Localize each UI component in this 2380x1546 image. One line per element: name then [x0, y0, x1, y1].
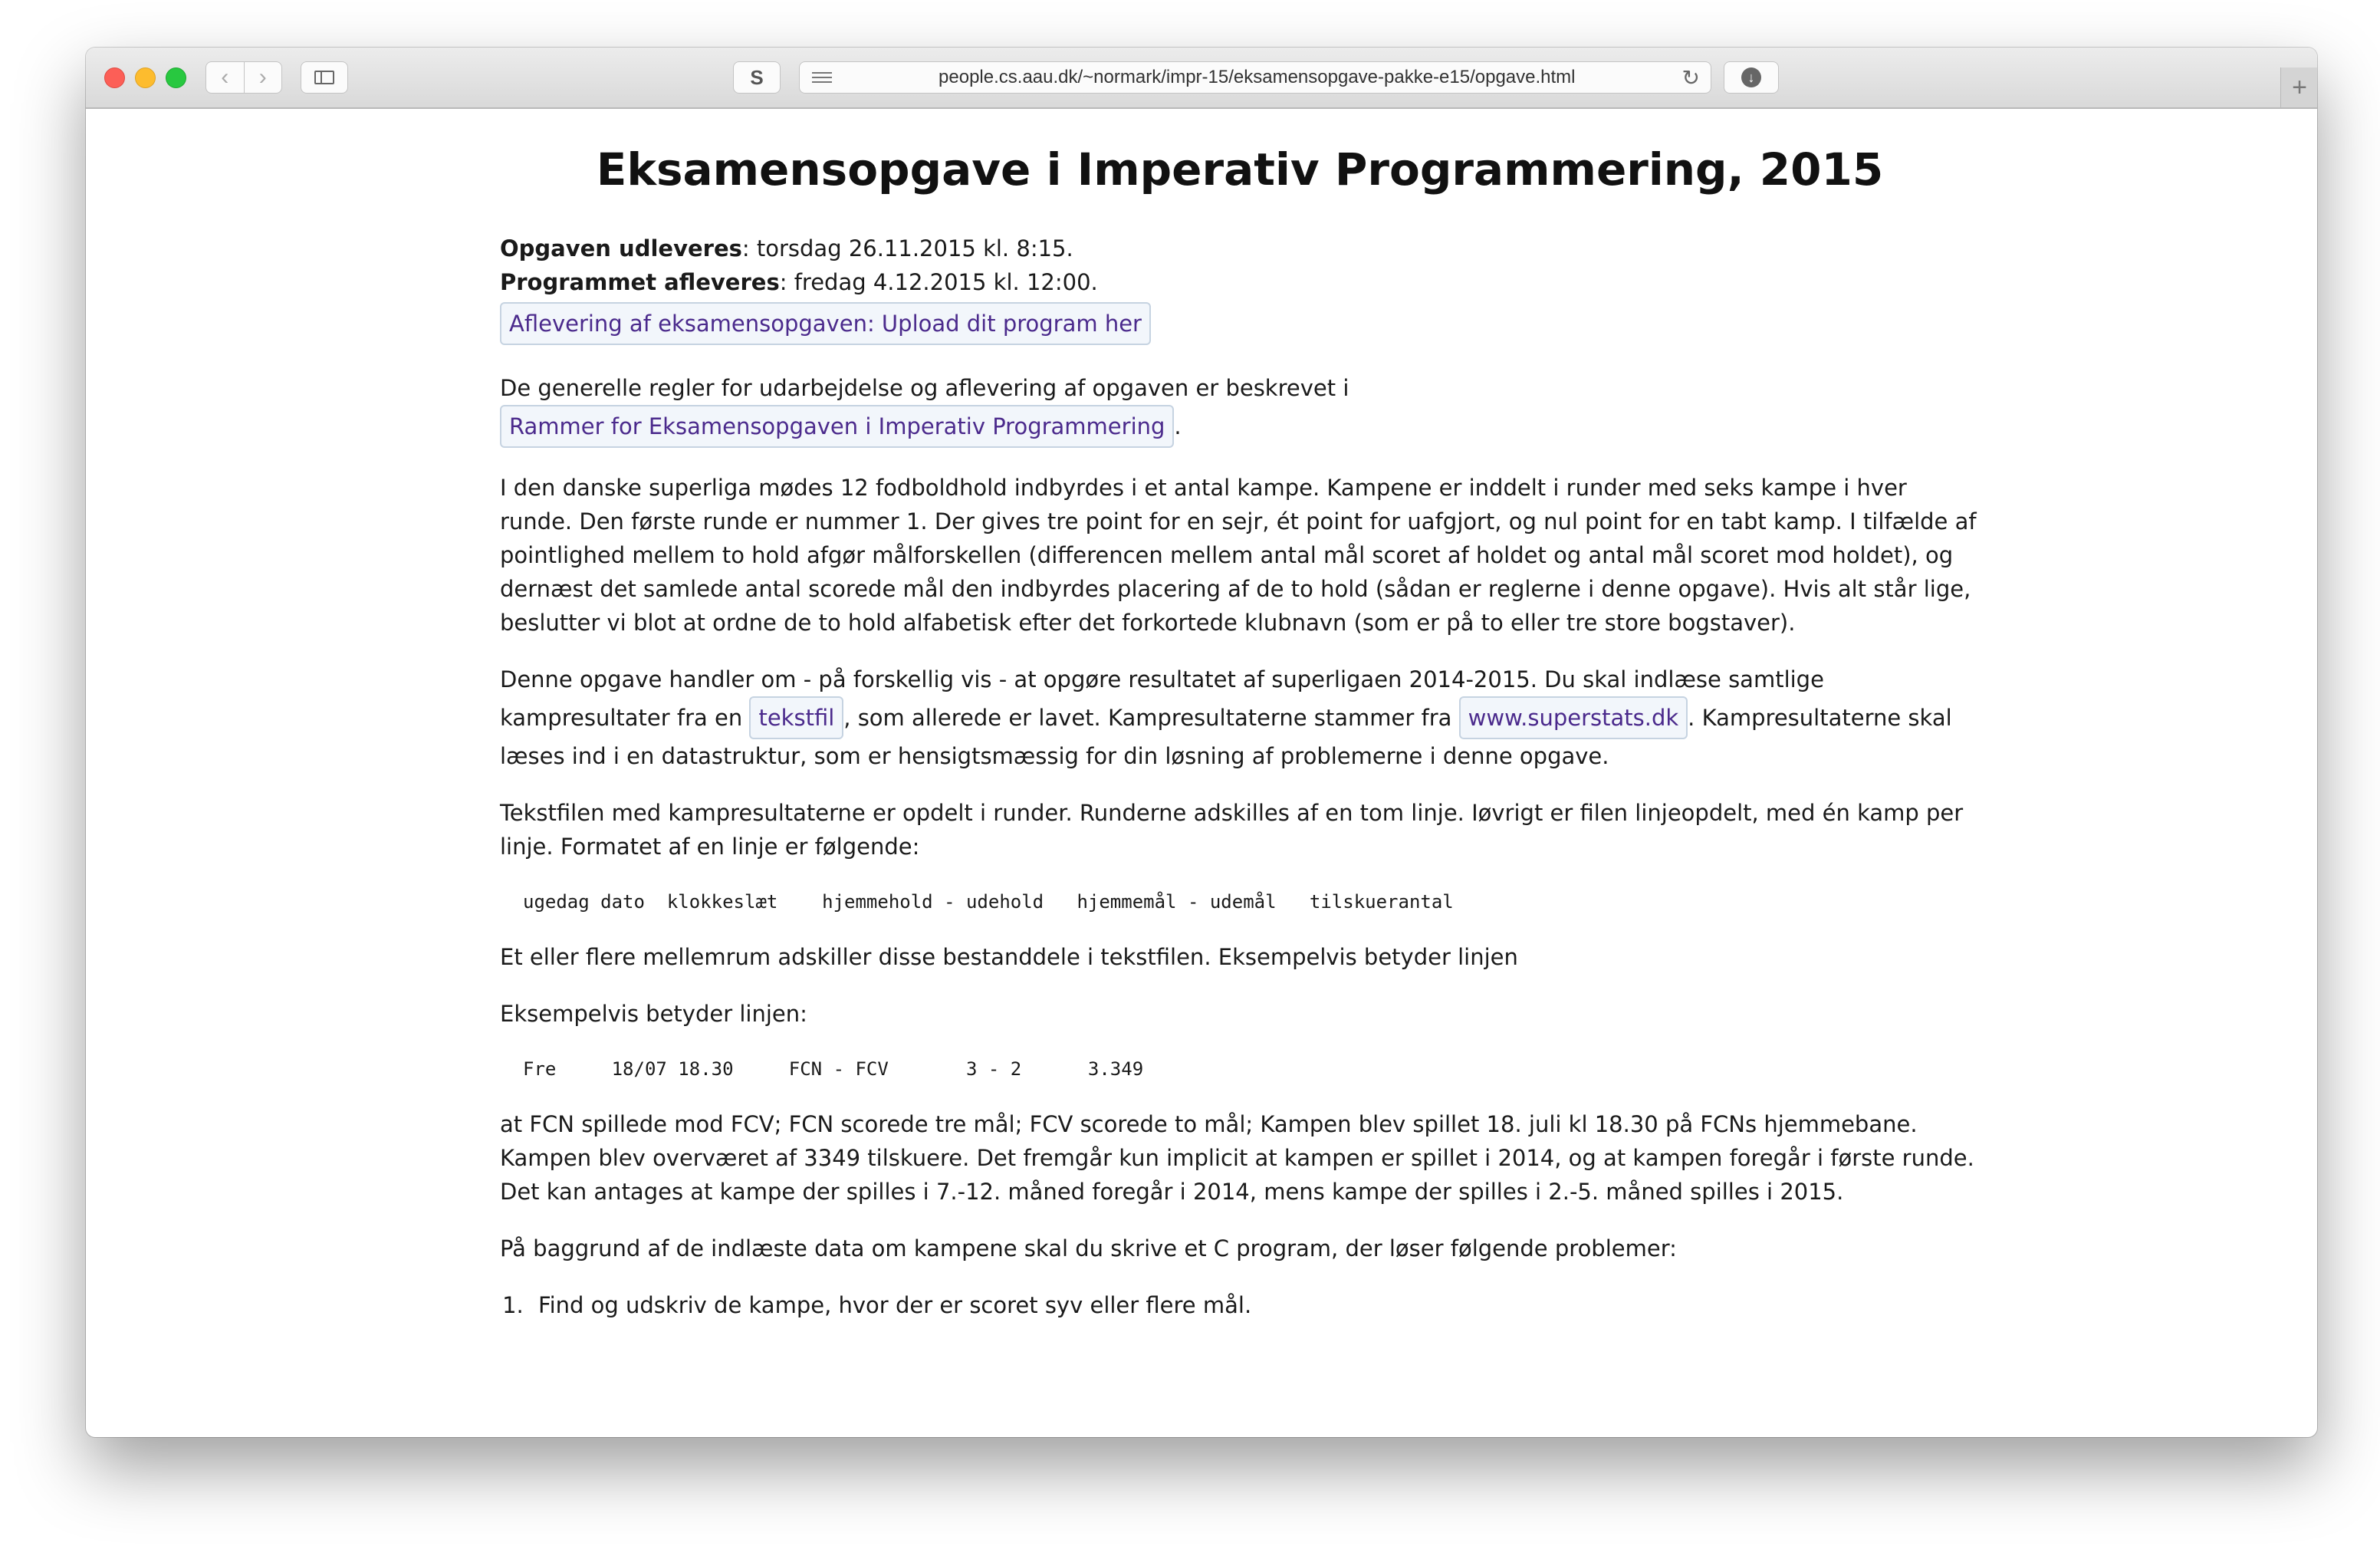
- rules-paragraph: [500, 371, 1980, 448]
- minimize-window-button[interactable]: [135, 67, 156, 88]
- back-button[interactable]: [206, 62, 244, 93]
- page-content: [86, 109, 2317, 1437]
- example-explanation: at FCN spillede mod FCV; FCN scorede tre mål; FCV scorede to mål; Kampen blev spillet 18. juli kl 18.30 på FCNs hjemmebane. Kampen blev overværet af 3349 tilskuere. Det fremgår kun implicit at kampen er spillet i 2014, og at kampen foregår i første runde. Det kan antages at kampe der spilles i 7.-12. måned foregår i 2014, mens kampe der spilles i 2.-5. måned spilles i 2015.: [500, 1111, 1974, 1205]
- program-paragraph: På baggrund af de indlæste data om kampene skal du skrive et C program, der løser følgende problemer:: [500, 1235, 1677, 1261]
- problem-list: [500, 1288, 1980, 1322]
- task-paragraph: [500, 663, 1980, 773]
- handout-line: [500, 232, 1980, 265]
- reload-icon[interactable]: ↻: [1681, 65, 1700, 90]
- rules-text: De generelle regler for udarbejdelse og aflevering af opgaven er beskrevet i: [500, 375, 1349, 401]
- separator-paragraph: Et eller flere mellemrum adskiller disse bestanddele i tekstfilen. Eksempelvis betyder linjen: [500, 944, 1518, 970]
- plus-icon: +: [2292, 72, 2307, 102]
- download-icon: ↓: [1741, 67, 1761, 87]
- sidebar-icon: [314, 71, 334, 84]
- example-intro: Eksempelvis betyder linjen:: [500, 1001, 807, 1027]
- chevron-right-icon: ›: [258, 64, 267, 90]
- reader-view-icon[interactable]: [812, 72, 832, 83]
- deadline-value: : fredag 4.12.2015 kl. 12:00.: [779, 269, 1098, 295]
- downloads-button[interactable]: [1724, 61, 1779, 94]
- task-text-1: Denne opgave handler om - på forskellig vis - at opgøre resultatet af superligaen 2014-2015. Du skal indlæse samtlige kampresultater fra en: [500, 666, 1824, 731]
- problem-item: 1. Find og udskriv de kampe, hvor der er scoret syv eller flere mål.: [531, 1288, 1980, 1322]
- close-window-button[interactable]: [104, 67, 125, 88]
- superstats-link[interactable]: www.superstats.dk: [1459, 696, 1688, 739]
- article: [500, 109, 1980, 1322]
- url-text[interactable]: people.cs.aau.dk/~normark/impr-15/eksamensopgave-pakke-e15/opgave.html: [939, 67, 1576, 87]
- rules-end: .: [1174, 413, 1182, 439]
- browser-window: [86, 48, 2317, 1437]
- new-tab-button[interactable]: [2280, 67, 2317, 107]
- textfile-link[interactable]: tekstfil: [749, 696, 843, 739]
- address-bar[interactable]: [799, 61, 1711, 94]
- handout-value: : torsdag 26.11.2015 kl. 8:15.: [741, 235, 1073, 262]
- task-text-2: , som allerede er lavet. Kampresultaterne stammer fra: [843, 705, 1459, 731]
- chevron-left-icon: ‹: [221, 64, 229, 90]
- deadline-line: [500, 265, 1980, 299]
- browser-toolbar: [86, 48, 2317, 109]
- handout-label: Opgaven udleveres: [500, 235, 742, 262]
- format-paragraph: Tekstfilen med kampresultaterne er opdelt i runder. Runderne adskilles af en tom linje. Iøvrigt er filen linjeopdelt, med én kamp per linje. Formatet af en linje er følgende:: [500, 800, 1964, 860]
- upload-program-link[interactable]: Aflevering af eksamensopgaven: Upload dit program her: [500, 302, 1151, 345]
- page-title: Eksamensopgave i Imperativ Programmering, 2015: [596, 143, 1884, 196]
- task-text-3: . Kampresultaterne skal læses ind i en datastruktur, som er hensigtsmæssig for din løsning af problemerne i denne opgave.: [500, 705, 1952, 769]
- upload-link-wrapper: [500, 302, 1980, 345]
- navigation-buttons: [205, 61, 282, 94]
- s-extension-button[interactable]: [733, 61, 781, 94]
- zoom-window-button[interactable]: [166, 67, 186, 88]
- intro-paragraph: I den danske superliga mødes 12 fodboldhold indbyrdes i et antal kampe. Kampene er inddelt i runder med seks kampe i hver runde. Den første runde er nummer 1. Der gives tre point for en sejr, ét point for uafgjort, og nul point for en tabt kamp. I tilfælde af pointlighed mellem to hold afgør målforskellen (differencen mellem antal mål scoret af holdet og antal mål scoret mod holdet), og dernæst det samlede antal scorede mål den indbyrdes placering af de to hold (sådan er reglerne i denne opgave). Hvis alt står lige, beslutter vi blot at ordne de to hold alfabetisk efter det forkortede klubnavn (som er på to eller tre store bogstaver).: [500, 475, 1977, 636]
- example-code: Fre 18/07 18.30 FCN - FCV 3 - 2 3.349: [523, 1058, 1144, 1080]
- format-code: ugedag dato klokkeslæt hjemmehold - udehold hjemmemål - udemål tilskuerantal: [523, 891, 1454, 913]
- show-sidebar-button[interactable]: [301, 61, 348, 94]
- rules-link[interactable]: Rammer for Eksamensopgaven i Imperativ Programmering: [500, 405, 1174, 448]
- forward-button[interactable]: [244, 62, 282, 93]
- s-extension-label: S: [750, 65, 764, 89]
- deadline-label: Programmet afleveres: [500, 269, 780, 295]
